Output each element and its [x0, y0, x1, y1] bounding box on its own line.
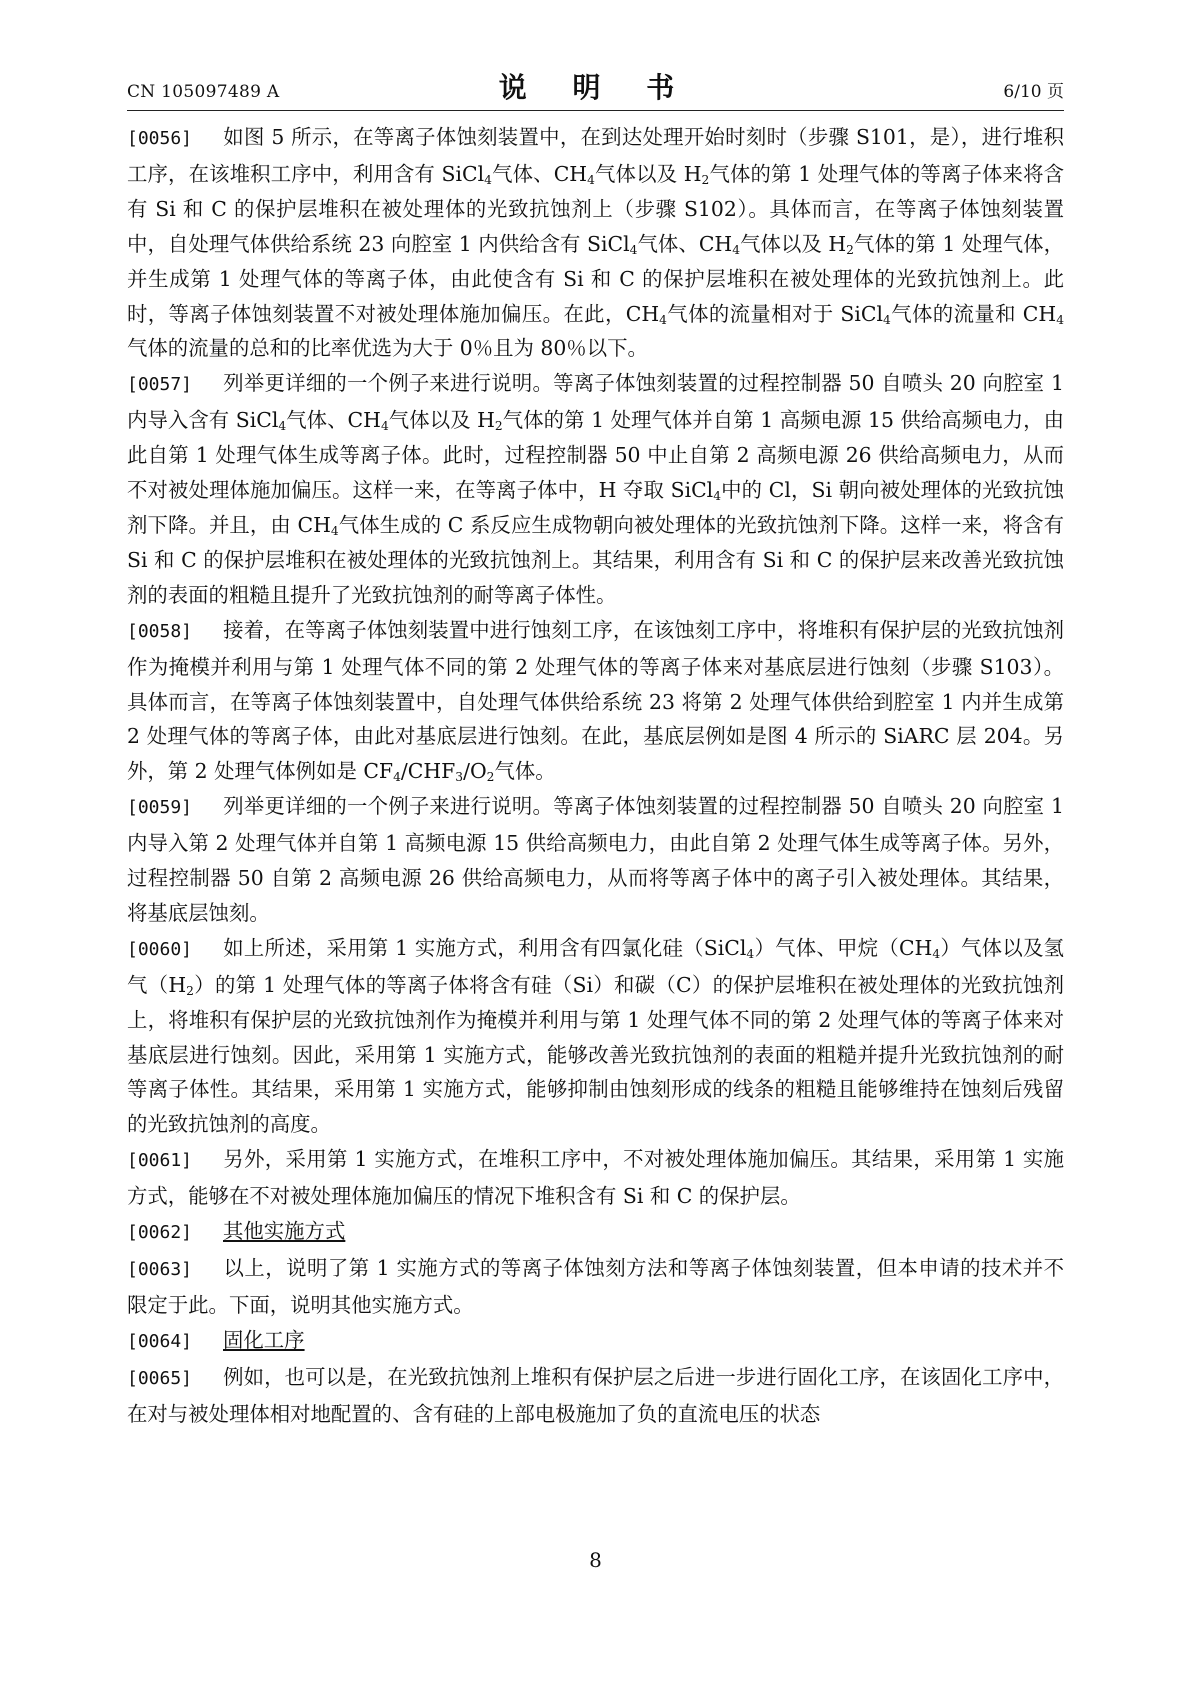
paragraph	[127, 1360, 1064, 1432]
paragraph-number: [0062]	[127, 1222, 193, 1244]
paragraph-number: [0063]	[127, 1259, 193, 1280]
paragraph	[127, 613, 1064, 790]
paragraph-text: 如上所述，采用第 1 实施方式，利用含有四氯化硅（SiCl$_4$）气体、甲烷$(CH_4)$气体以及氢气$(H_2)$的第 1 处理气体的等离子体将含有硅（Si）和碳（C）的保护层堆积在被处理体的光致抗蚀剂上，将堆积有保护层的光致抗蚀剂作为掩模并利用与第 1 处理气体不同的第 2 处理气体的等离子体来对基底层进行蚀刻。因此，采用第 1 实施方式，能够改善光致抗蚀剂的表面的粗糙并提升光致抗蚀剂的耐等离子体性。其结果，采用第 1 实施方式，能够抑制由蚀刻形成的线条的粗糙且能够维持在蚀刻后残留的光致抗蚀剂的高度。	[127, 935, 1064, 1137]
paragraph-number: [0058]	[127, 620, 193, 642]
document-number: CN 105097489 A	[127, 82, 280, 102]
document-body	[127, 120, 1064, 1432]
paragraph-text: 列举更详细的一个例子来进行说明。等离子体蚀刻装置的过程控制器 50 自喷头 20 向腔室 1 内导入第 2 处理气体并自第 1 高频电源 15 供给高频电力，由此自第 2 处理气体生成等离子体。另外，过程控制器 50 自第 2 高频电源 26 供给高频电力，从而将等离子体中的离子引入被处理体。其结果，将基底层蚀刻。	[127, 794, 1064, 925]
paragraph-number: [0059]	[127, 797, 193, 819]
paragraph-number: [0057]	[127, 374, 193, 396]
paragraph-number: [0056]	[127, 128, 193, 149]
paragraph-text: 例如，也可以是，在光致抗蚀剂上堆积有保护层之后进一步进行固化工序，在该固化工序中，在对与被处理体相对地配置的、含有硅的上部电极施加了负的直流电压的状态	[127, 1364, 1064, 1426]
paragraph-number: [0064]	[127, 1330, 193, 1352]
page-number: 8	[589, 1548, 602, 1572]
paragraph-text: 以上，说明了第 1 实施方式的等离子体蚀刻方法和等离子体蚀刻装置，但本申请的技术并不限定于此。下面，说明其他实施方式。	[127, 1256, 1064, 1317]
paragraph	[127, 1251, 1064, 1323]
paragraph-text: 另外，采用第 1 实施方式，在堆积工序中，不对被处理体施加偏压。其结果，采用第 1 实施方式，能够在不对被处理体施加偏压的情况下堆积含有 Si 和 C 的保护层。	[127, 1147, 1064, 1209]
paragraph-text: 接着，在等离子体蚀刻装置中进行蚀刻工序，在该蚀刻工序中，将堆积有保护层的光致抗蚀剂作为掩模并利用与第 1 处理气体不同的第 2 处理气体的等离子体来对基底层进行蚀刻（步骤 S103）。具体而言，在等离子体蚀刻装置中，自处理气体供给系统 23 将第 2 处理气体供给到腔室 1 内并生成第 2 处理气体的等离子体，由此对基底层进行蚀刻。在此，基底层例如是图 4 所示的 SiARC 层 204。另外，第 2 处理气体例如是 $CF_4/CHF_3/O_2$气体。	[127, 617, 1064, 785]
paragraph-text: 其他实施方式	[223, 1219, 346, 1244]
paragraph	[127, 120, 1064, 366]
page-indicator: 6/10 页	[1003, 82, 1064, 102]
paragraph	[127, 366, 1064, 612]
paragraph-text: 列举更详细的一个例子来进行说明。等离子体蚀刻装置的过程控制器 50 自喷头 20 向腔室 1 内导入含有 SiCl$_4$气体、$CH_4$气体以及 $H_2$气体的第 1 处理气体并自第 1 高频电源 15 供给高频电力，由此自第 1 处理气体生成等离子体。此时，过程控制器 50 中止自第 2 高频电源 26 供给高频电力，从而不对被处理体施加偏压。这样一来，在等离子体中，H 夺取 SiCl$_4$中的 Cl，Si 朝向被处理体的光致抗蚀剂下降。并且，由 $CH_4$气体生成的 C 系反应生成物朝向被处理体的光致抗蚀剂下降。这样一来，将含有 Si 和 C 的保护层堆积在被处理体的光致抗蚀剂上。其结果，利用含有 Si 和 C 的保护层来改善光致抗蚀剂的表面的粗糙且提升了光致抗蚀剂的耐等离子体性。	[127, 371, 1065, 607]
paragraph	[127, 1214, 1064, 1251]
paragraph-text: 如图 5 所示，在等离子体蚀刻装置中，在到达处理开始时刻时（步骤 S101，是），进行堆积工序，在该堆积工序中，利用含有 SiCl$_4$气体、$CH_4$气体以及 $H_2$气体的第 1 处理气体的等离子体来将含有 Si 和 C 的保护层堆积在被处理体的光致抗蚀剂上（步骤 S102）。具体而言，在等离子体蚀刻装置中，自处理气体供给系统 23 向腔室 1 内供给含有 SiCl$_4$气体、$CH_4$气体以及 $H_2$气体的第 1 处理气体，并生成第 1 处理气体的等离子体，由此使含有 Si 和 C 的保护层堆积在被处理体的光致抗蚀剂上。此时，等离子体蚀刻装置不对被处理体施加偏压。在此，$CH_4$气体的流量相对于 SiCl$_4$气体的流量和 $CH_4$气体的流量的总和的比率优选为大于 0％且为 80％以下。	[127, 125, 1065, 361]
paragraph-number: [0060]	[127, 938, 193, 960]
paragraph	[127, 931, 1064, 1142]
paragraph-number: [0065]	[127, 1367, 193, 1389]
document-title: 说 明 书	[498, 71, 693, 104]
paragraph	[127, 1142, 1064, 1214]
paragraph-text: 固化工序	[223, 1327, 305, 1352]
paragraph-number: [0061]	[127, 1150, 193, 1172]
page-header	[127, 66, 1064, 111]
paragraph	[127, 1323, 1064, 1360]
paragraph	[127, 789, 1064, 931]
